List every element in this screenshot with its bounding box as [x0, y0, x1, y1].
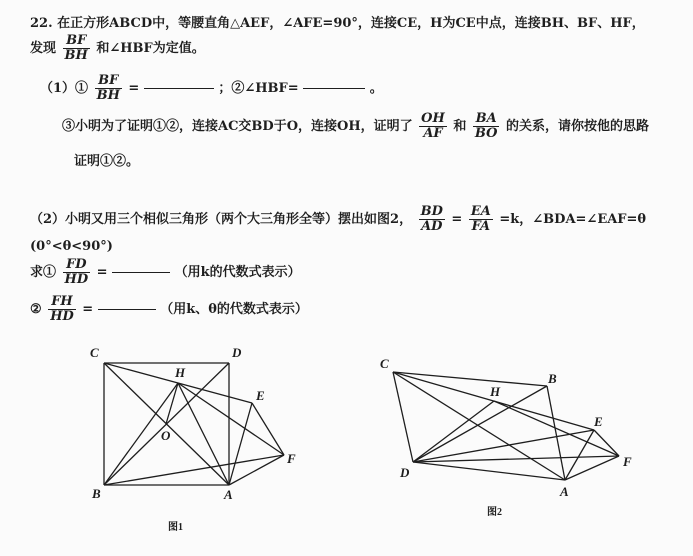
fig1-segment-ef: [252, 403, 284, 455]
fig2-label-d: D: [400, 465, 410, 480]
equals-sign: =: [82, 302, 94, 317]
fraction-denominator: HD: [64, 272, 89, 287]
figure1-caption: 图1: [168, 522, 183, 533]
fig2-segment-ba: [547, 386, 565, 480]
proof-tail: 的关系，请你按他的思路: [505, 119, 649, 134]
proof-text: ③小明为了证明①②，连接AC交BD于O，连接OH，证明了: [62, 119, 413, 134]
fraction-denominator: BH: [64, 48, 88, 63]
ratio-k-and-angle: =k，∠BDA=∠EAF=θ: [499, 212, 647, 227]
fig2-segment-ca: [393, 372, 565, 480]
fig1-label-h: H: [175, 365, 186, 380]
figure2-caption: 图2: [487, 507, 502, 518]
intro-suffix: 和∠HBF为定值。: [96, 41, 205, 56]
fraction-denominator: BO: [474, 126, 498, 141]
fig1-segment-hf: [178, 383, 284, 455]
hint-k: （用k的代数式表示）: [174, 265, 301, 280]
fig1-label-e: E: [256, 388, 265, 403]
fraction-numerator: FD: [63, 258, 91, 273]
fraction-denominator: HD: [50, 309, 74, 324]
fig2-segment-dc: [393, 372, 413, 462]
and-word: 和: [453, 119, 467, 134]
part1-proof-line2: 证明①②。: [74, 154, 140, 169]
fraction-denominator: AD: [421, 219, 443, 234]
fig2-label-b: B: [548, 371, 557, 386]
figure2-lines: [393, 372, 619, 480]
fig2-label-a: A: [560, 484, 569, 499]
fig2-segment-ef: [594, 430, 619, 456]
problem-number: 22.: [30, 16, 53, 31]
fraction-numerator: BD: [420, 204, 443, 219]
fig2-label-e: E: [594, 414, 603, 429]
fraction-denominator: AF: [423, 126, 443, 141]
fraction-numerator: OH: [421, 111, 445, 126]
fig2-label-c: C: [380, 356, 389, 371]
hint-k-theta: （用k、θ的代数式表示）: [160, 302, 308, 317]
fig1-label-o: O: [161, 428, 171, 443]
theta-range: (0°<θ<90°): [30, 239, 113, 254]
part1-end: 。: [369, 81, 383, 96]
figure1-lines: [104, 363, 284, 485]
fig2-segment-ae: [565, 430, 594, 480]
fraction-numerator: BF: [95, 74, 122, 89]
fig2-label-f: F: [623, 454, 632, 469]
fig1-label-d: D: [232, 345, 242, 360]
equals-sign: =: [96, 265, 108, 280]
fig1-segment-ha: [178, 383, 229, 485]
fraction-numerator: BF: [63, 34, 90, 49]
fig1-label-c: C: [90, 345, 99, 360]
intro-prefix: 发现: [30, 41, 57, 56]
fraction-denominator: BH: [96, 88, 120, 103]
fig2-segment-ad: [413, 462, 565, 480]
fig1-label-f: F: [287, 451, 296, 466]
fig2-segment-fa: [565, 456, 619, 480]
equals-sign: =: [451, 212, 463, 227]
fig2-label-h: H: [490, 384, 501, 399]
part1-label: （1）①: [40, 81, 89, 96]
fraction-denominator: FA: [471, 219, 491, 234]
fig1-label-b: B: [92, 486, 101, 501]
part2-text: （2）小明又用三个相似三角形（两个大三角形全等）摆出如图2，: [30, 212, 413, 227]
equals-sign: =: [128, 81, 140, 96]
fraction-numerator: EA: [470, 204, 491, 219]
fraction-numerator: FH: [48, 295, 76, 310]
fig1-label-a: A: [224, 487, 233, 502]
ask1-prefix: 求①: [30, 265, 57, 280]
ask2-prefix: ②: [30, 302, 42, 317]
fig1-segment-ae: [229, 403, 252, 485]
fraction-numerator: BA: [473, 112, 500, 127]
part1-sep: ；②∠HBF=: [218, 81, 299, 96]
problem-intro-text: 在正方形ABCD中，等腰直角△AEF，∠AFE=90°，连接CE，H为CE中点，连接BH、BF、HF，: [57, 16, 645, 31]
